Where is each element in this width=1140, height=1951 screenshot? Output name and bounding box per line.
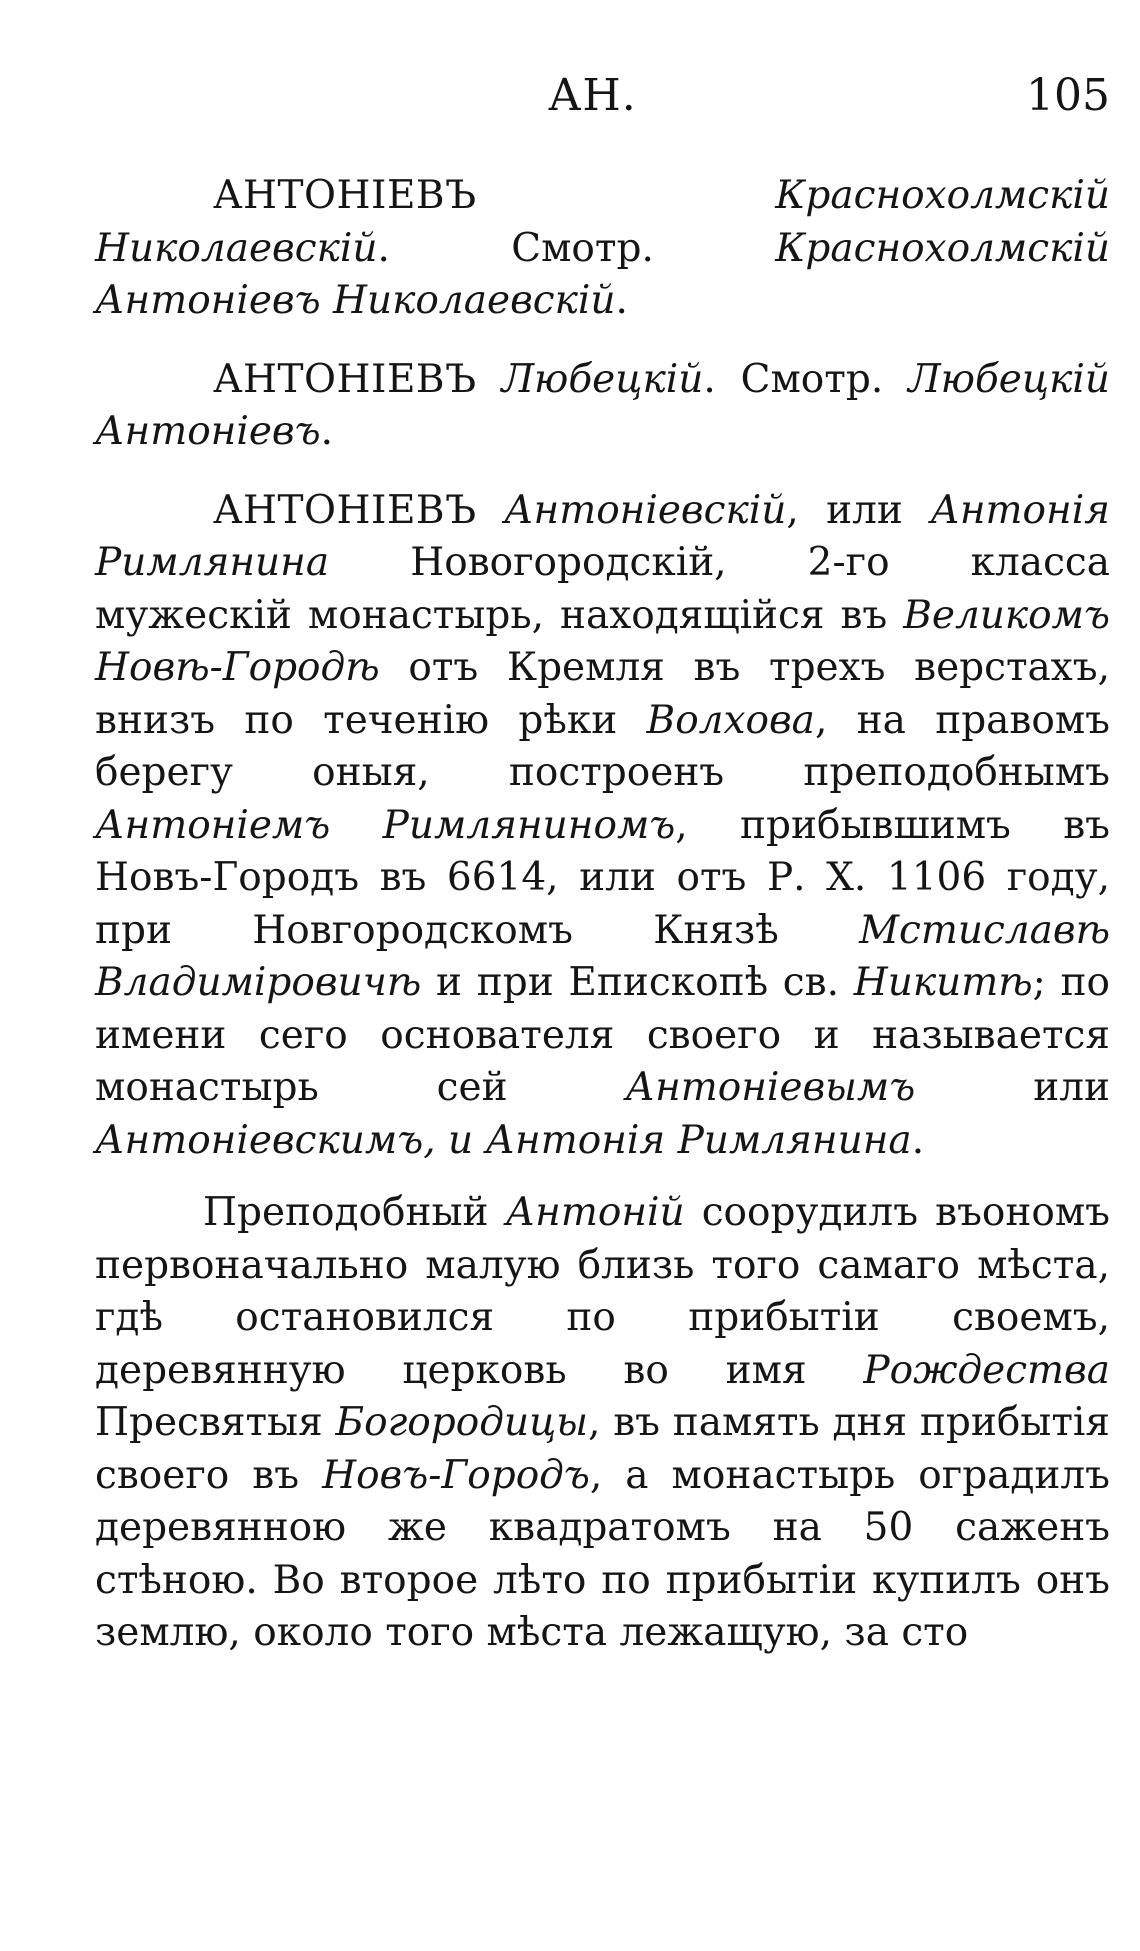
page-header [0,62,1140,122]
entry-lyubetsky [95,354,1110,459]
entry-headword: АНТОНІЕВЪ [213,356,477,402]
entry-italic-text: Волхова [646,697,815,743]
entry-text: Новогородскій, 2-го класса мужескій монастырь, находящійся въ [95,540,1110,638]
entry-italic-text: Никитѣ [853,960,1033,1005]
entry-headword: АНТОНІЕВЪ [213,487,477,533]
entry-text [477,357,502,402]
paragraph-founding [95,1187,1110,1660]
entry-headword: АНТОНІЕВЪ [213,173,477,218]
entry-italic-text: Мстиславѣ Владиміровичѣ [95,907,1110,1005]
entry-text: отъ Кремля въ трехъ верстахъ, внизъ по теченію рѣки [95,645,1110,743]
entry-text: . Смотр. [377,225,776,271]
entry-text: . [911,1117,925,1163]
entry-text: , въ память дня прибытія своего въ [95,1400,1111,1498]
entry-antonievsky [95,485,1110,1168]
running-head: АН. [548,70,637,121]
entry-text: Пресвятыя [95,1400,336,1445]
entry-italic-text: Антоніевскимъ, и Антонія Римлянина [95,1117,912,1163]
entry-italic-text: Великомъ Новѣ-Городѣ [95,592,1110,690]
page-body [95,170,1110,1686]
entry-italic-text: Богородицы [335,1400,589,1445]
entry-text: , прибывшимъ въ Новъ-Городъ въ 6614, или отъ Р. Х. 1106 году, при Новгородскомъ Князѣ [95,802,1110,953]
entry-text [477,488,504,533]
entry-italic-text: Антоніемъ Римляниномъ [95,802,676,848]
entry-italic-text: Антоніевымъ [625,1065,916,1110]
entry-italic-text: Рождества [863,1347,1110,1393]
entry-text: . [320,409,334,454]
entry-italic-text: Краснохолмскій Антоніевъ Николаевскій [95,225,1110,323]
entry-text: . [615,278,628,323]
entry-text: ; по имени сего основателя своего и называется монастырь сей [95,960,1111,1110]
entry-italic-text: Антонія Римлянина [95,487,1110,585]
entry-text: Преподобный [203,1190,506,1235]
entry-krasnokholmsky [95,170,1110,328]
entry-text: или [915,1065,1110,1110]
entry-text [477,173,776,218]
entry-text: , на правомъ берегу оныя, построенъ преподобнымъ [95,697,1110,795]
entry-text: соорудилъ въономъ первоначально малую близь того самаго мѣста, гдѣ остановился по прибытіи своемъ, деревянную церковь во имя [95,1190,1110,1393]
page-number: 105 [1026,70,1110,121]
entry-italic-text: Краснохолмскій Николаевскій [95,173,1110,271]
entry-text: . Смотр. [703,356,909,402]
entry-italic-text: Любецкій [501,356,704,402]
entry-italic-text: Антоній [505,1190,685,1235]
entry-text: , или [786,487,931,533]
entry-italic-text: Антоніевскій [503,487,787,533]
entry-italic-text: Новъ-Городъ [322,1452,590,1498]
entry-italic-text: Любецкій Антоніевъ [95,356,1110,454]
entry-text: , а монастырь оградилъ деревянною же квадратомъ на 50 саженъ стѣною. Во второе лѣто по прибытіи купилъ онъ землю, около того мѣста лежащую, за сто [95,1452,1110,1655]
entry-text: и при Епископѣ св. [421,960,854,1005]
